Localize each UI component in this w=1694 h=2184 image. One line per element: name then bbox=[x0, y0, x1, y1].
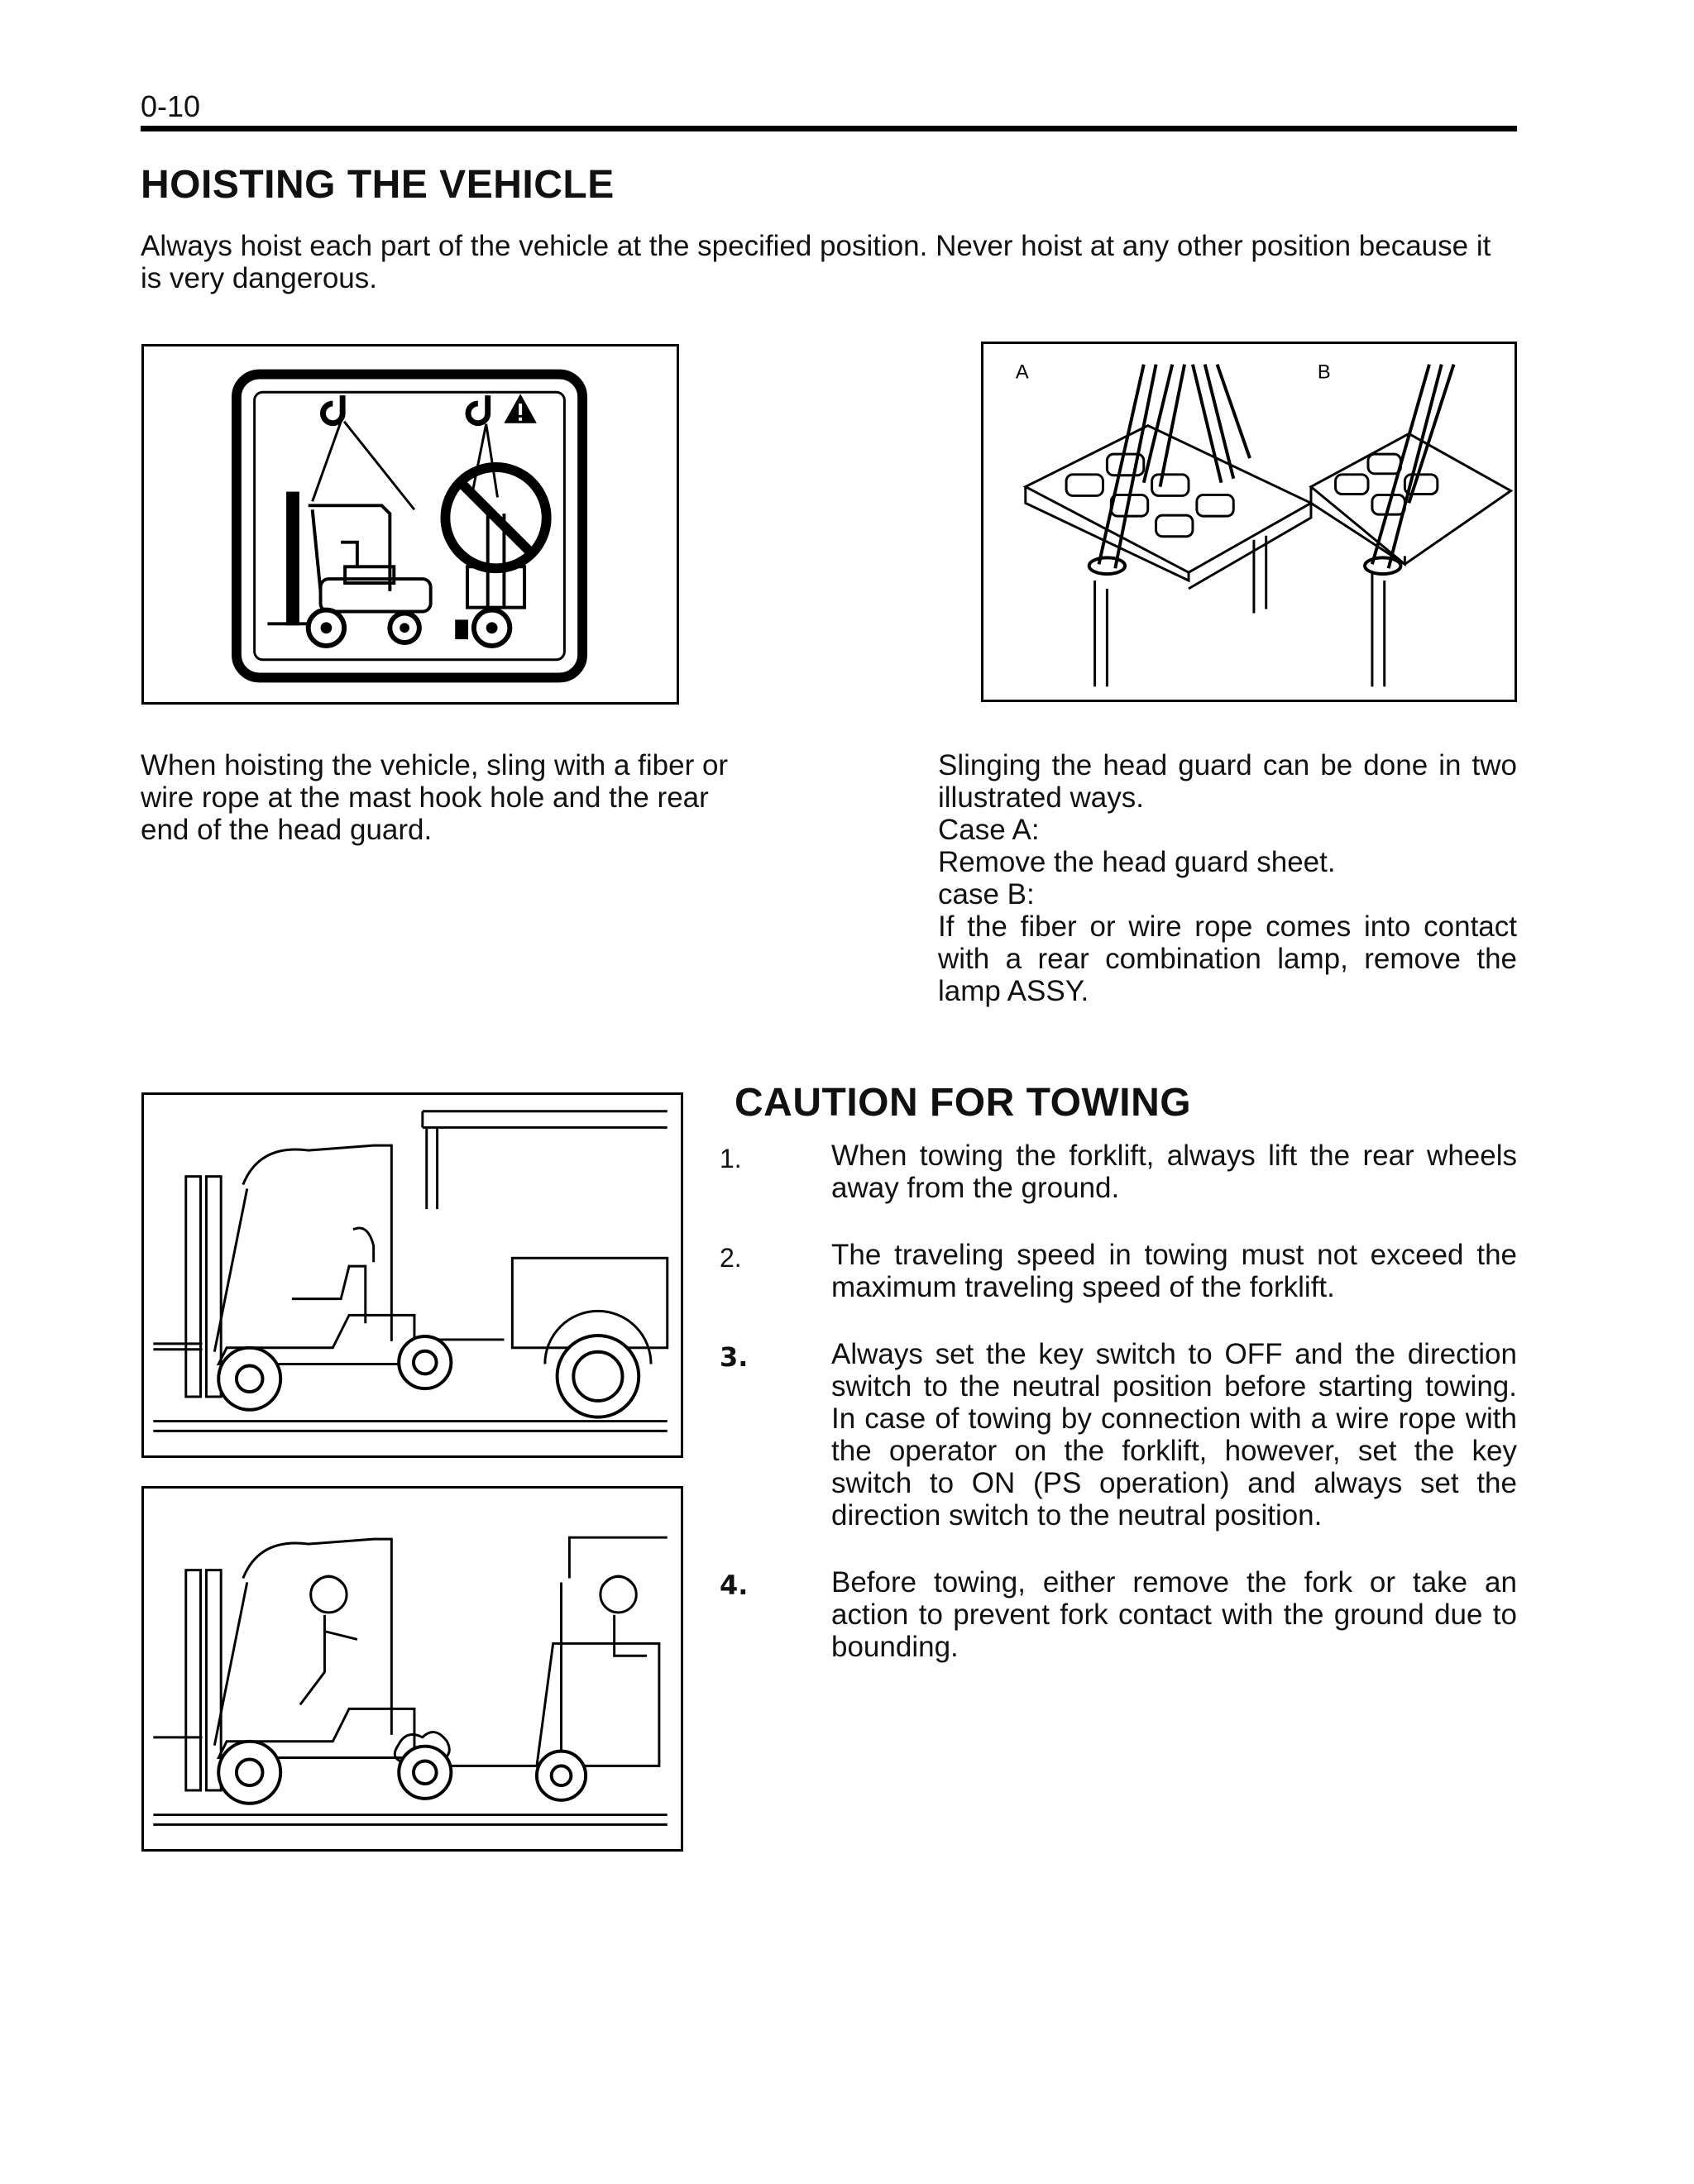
hoisting-right-caption bbox=[938, 749, 1517, 1007]
towing-step bbox=[720, 1239, 1517, 1303]
tow-rope-figure bbox=[141, 1486, 683, 1852]
sling-rope-a bbox=[1089, 365, 1250, 574]
sling-rope-b bbox=[1365, 365, 1454, 574]
towing-step bbox=[720, 1140, 1517, 1204]
case-b-text: If the fiber or wire rope comes into contact with a rear combination lamp, remove the lamp ASSY. bbox=[938, 910, 1517, 1007]
case-b-label: case B: bbox=[938, 878, 1035, 910]
case-a-figure-label: A bbox=[1015, 361, 1029, 384]
tow-rope-illustration bbox=[144, 1489, 681, 1849]
hoisting-intro: Always hoist each part of the vehicle at the specified position. Never hoist at any other position because it is very dangerous. bbox=[141, 230, 1491, 294]
step-text: The traveling speed in towing must not exceed the maximum traveling speed of the forklift. bbox=[831, 1239, 1517, 1303]
tow-lift-illustration bbox=[144, 1095, 681, 1455]
tow-lift-figure bbox=[141, 1092, 683, 1458]
towing-step bbox=[720, 1338, 1517, 1532]
case-b-figure-label: B bbox=[1317, 361, 1331, 384]
head-guard-sling-illustration bbox=[983, 344, 1515, 700]
page-number: 0-10 bbox=[141, 89, 201, 123]
step-number: 2. bbox=[720, 1243, 742, 1273]
right-caption-intro: Slinging the head guard can be done in two illustrated ways. bbox=[938, 749, 1517, 814]
hoisting-title: HOISTING THE VEHICLE bbox=[141, 163, 615, 207]
head-guard-a bbox=[1026, 426, 1311, 687]
head-guard-b bbox=[1311, 433, 1511, 686]
step-number: 3. bbox=[720, 1341, 749, 1373]
hoist-warning-figure bbox=[141, 344, 679, 705]
header-rule bbox=[141, 126, 1517, 131]
hook-icon bbox=[468, 395, 488, 423]
step-number: 1. bbox=[720, 1144, 742, 1173]
forklift-drawing bbox=[267, 494, 430, 624]
hook-icon bbox=[323, 395, 342, 423]
hoist-warning-illustration bbox=[144, 346, 677, 702]
towing-title: CAUTION FOR TOWING bbox=[735, 1081, 1192, 1125]
towing-steps bbox=[720, 1140, 1517, 1698]
step-text: Before towing, either remove the fork or take an action to prevent fork contact with the ground due to bounding. bbox=[831, 1566, 1517, 1663]
towing-step bbox=[720, 1566, 1517, 1663]
step-number: 4. bbox=[720, 1570, 749, 1601]
hoisting-left-caption: When hoisting the vehicle, sling with a fiber or wire rope at the mast hook hole and the rear end of the head guard. bbox=[141, 749, 729, 846]
step-text: Always set the key switch to OFF and the direction switch to the neutral position before starting towing. In case of towing by connection with a wire rope with the operator on the forklift, however, set the key switch to ON (PS operation) and always set the direction switch to the neutral position. bbox=[831, 1338, 1517, 1532]
head-guard-sling-figure bbox=[981, 342, 1517, 702]
case-a-label: Case A: bbox=[938, 814, 1040, 846]
case-a-text: Remove the head guard sheet. bbox=[938, 846, 1336, 878]
step-text: When towing the forklift, always lift the rear wheels away from the ground. bbox=[831, 1140, 1517, 1204]
